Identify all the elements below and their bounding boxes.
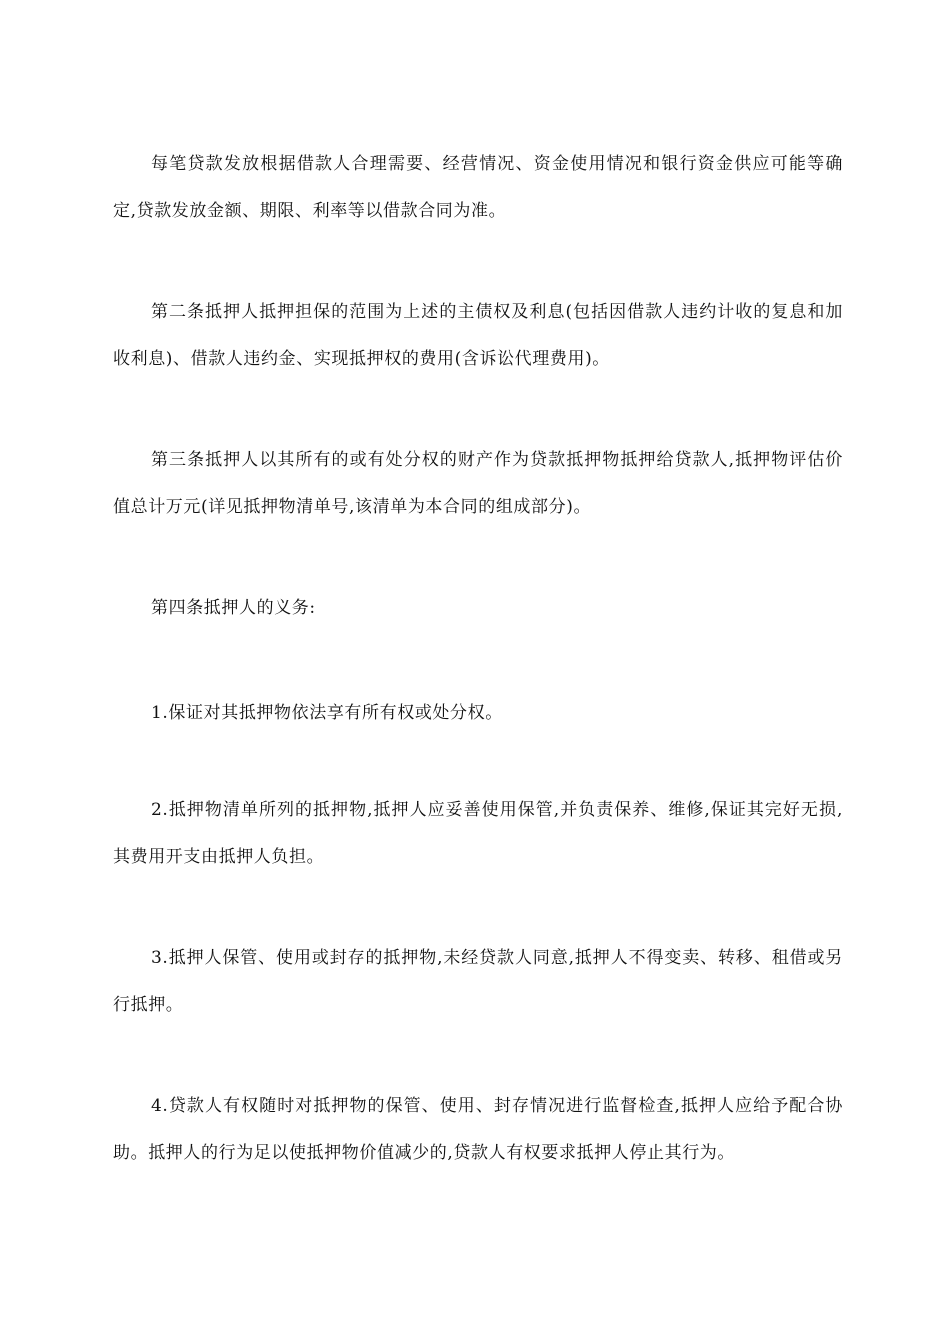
- paragraph-obligation-3: 3.抵押人保管、使用或封存的抵押物,未经贷款人同意,抵押人不得变卖、转移、租借或另行抵押。: [113, 948, 843, 1015]
- paragraph-article-3-collateral: 第三条抵押人以其所有的或有处分权的财产作为贷款抵押物抵押给贷款人,抵押物评估价值总计万元(详见抵押物清单号,该清单为本合同的组成部分)。: [113, 450, 843, 517]
- paragraph-obligation-4: 4.贷款人有权随时对抵押物的保管、使用、封存情况进行监督检查,抵押人应给予配合协助。抵押人的行为足以使抵押物价值减少的,贷款人有权要求抵押人停止其行为。: [113, 1096, 843, 1163]
- paragraph-article-4-heading: 第四条抵押人的义务:: [151, 598, 316, 618]
- paragraph-obligation-2: 2.抵押物清单所列的抵押物,抵押人应妥善使用保管,并负责保养、维修,保证其完好无损,其费用开支由抵押人负担。: [113, 800, 843, 867]
- paragraph-article-2-scope: 第二条抵押人抵押担保的范围为上述的主债权及利息(包括因借款人违约计收的复息和加收利息)、借款人违约金、实现抵押权的费用(含诉讼代理费用)。: [113, 302, 843, 369]
- paragraph-loan-disbursement: 每笔贷款发放根据借款人合理需要、经营情况、资金使用情况和银行资金供应可能等确定,贷款发放金额、期限、利率等以借款合同为准。: [113, 154, 843, 221]
- paragraph-obligation-1: 1.保证对其抵押物依法享有所有权或处分权。: [151, 703, 503, 723]
